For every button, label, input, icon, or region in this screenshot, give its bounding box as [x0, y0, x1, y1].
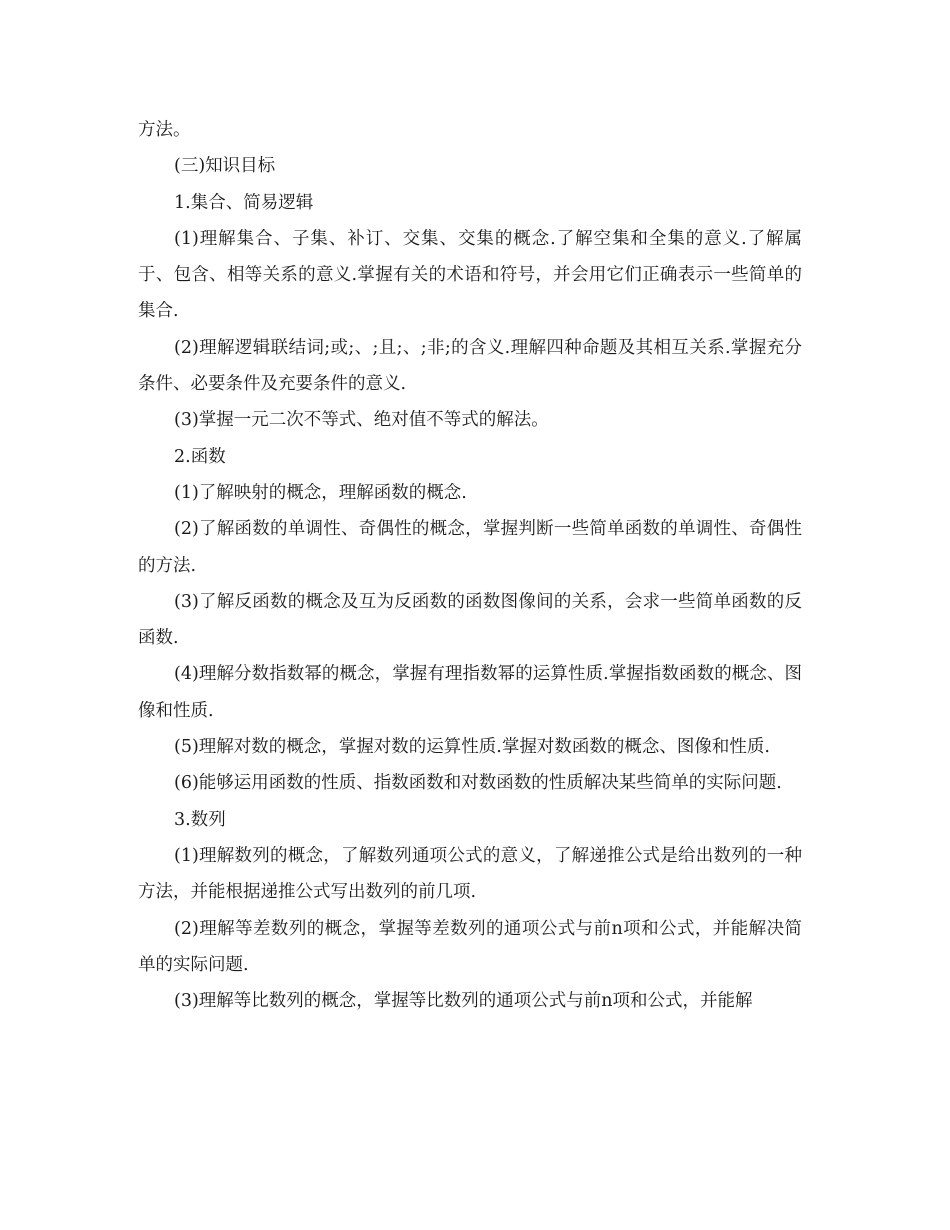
- paragraph-sets-2: (2)理解逻辑联结词;或;、;且;、;非;的含义.理解四种命题及其相互关系.掌握充分条件、必要条件及充要条件的意义.: [138, 337, 802, 395]
- heading-sequences: 3.数列: [174, 809, 226, 830]
- heading-sets-logic: 1.集合、简易逻辑: [174, 192, 314, 213]
- paragraph-sequences-2: (2)理解等差数列的概念，掌握等差数列的通项公式与前n项和公式，并能解决简单的实际问题.: [138, 918, 802, 975]
- paragraph-sequences-3: (3)理解等比数列的概念，掌握等比数列的通项公式与前n项和公式，并能解: [174, 991, 753, 1012]
- paragraph-sets-1: (1)理解集合、子集、补订、交集、交集的概念.了解空集和全集的意义.了解属于、包含、相等关系的意义.掌握有关的术语和符号，并会用它们正确表示一些简单的集合.: [138, 228, 802, 322]
- paragraph-functions-6: (6)能够运用函数的性质、指数函数和对数函数的性质解决某些简单的实际问题.: [174, 773, 782, 794]
- paragraph-functions-1: (1)了解映射的概念，理解函数的概念.: [174, 482, 467, 503]
- heading-knowledge-goals: (三)知识目标: [174, 156, 276, 177]
- paragraph-method-tail: 方法。: [138, 120, 191, 140]
- heading-functions: 2.函数: [174, 446, 226, 467]
- paragraph-sequences-1: (1)理解数列的概念，了解数列通项公式的意义，了解递推公式是给出数列的一种方法，并能根据递推公式写出数列的前几项.: [138, 845, 802, 903]
- paragraph-functions-4: (4)理解分数指数幂的概念，掌握有理指数幂的运算性质.掌握指数函数的概念、图像和性质.: [138, 664, 802, 721]
- paragraph-sets-3: (3)掌握一元二次不等式、绝对值不等式的解法。: [174, 410, 549, 431]
- paragraph-functions-2: (2)了解函数的单调性、奇偶性的概念，掌握判断一些简单函数的单调性、奇偶性的方法.: [138, 519, 802, 576]
- paragraph-functions-5: (5)理解对数的概念，掌握对数的运算性质.掌握对数函数的概念、图像和性质.: [174, 737, 770, 758]
- paragraph-functions-3: (3)了解反函数的概念及互为反函数的函数图像间的关系，会求一些简单函数的反函数.: [138, 591, 802, 649]
- document-body: [138, 112, 802, 1019]
